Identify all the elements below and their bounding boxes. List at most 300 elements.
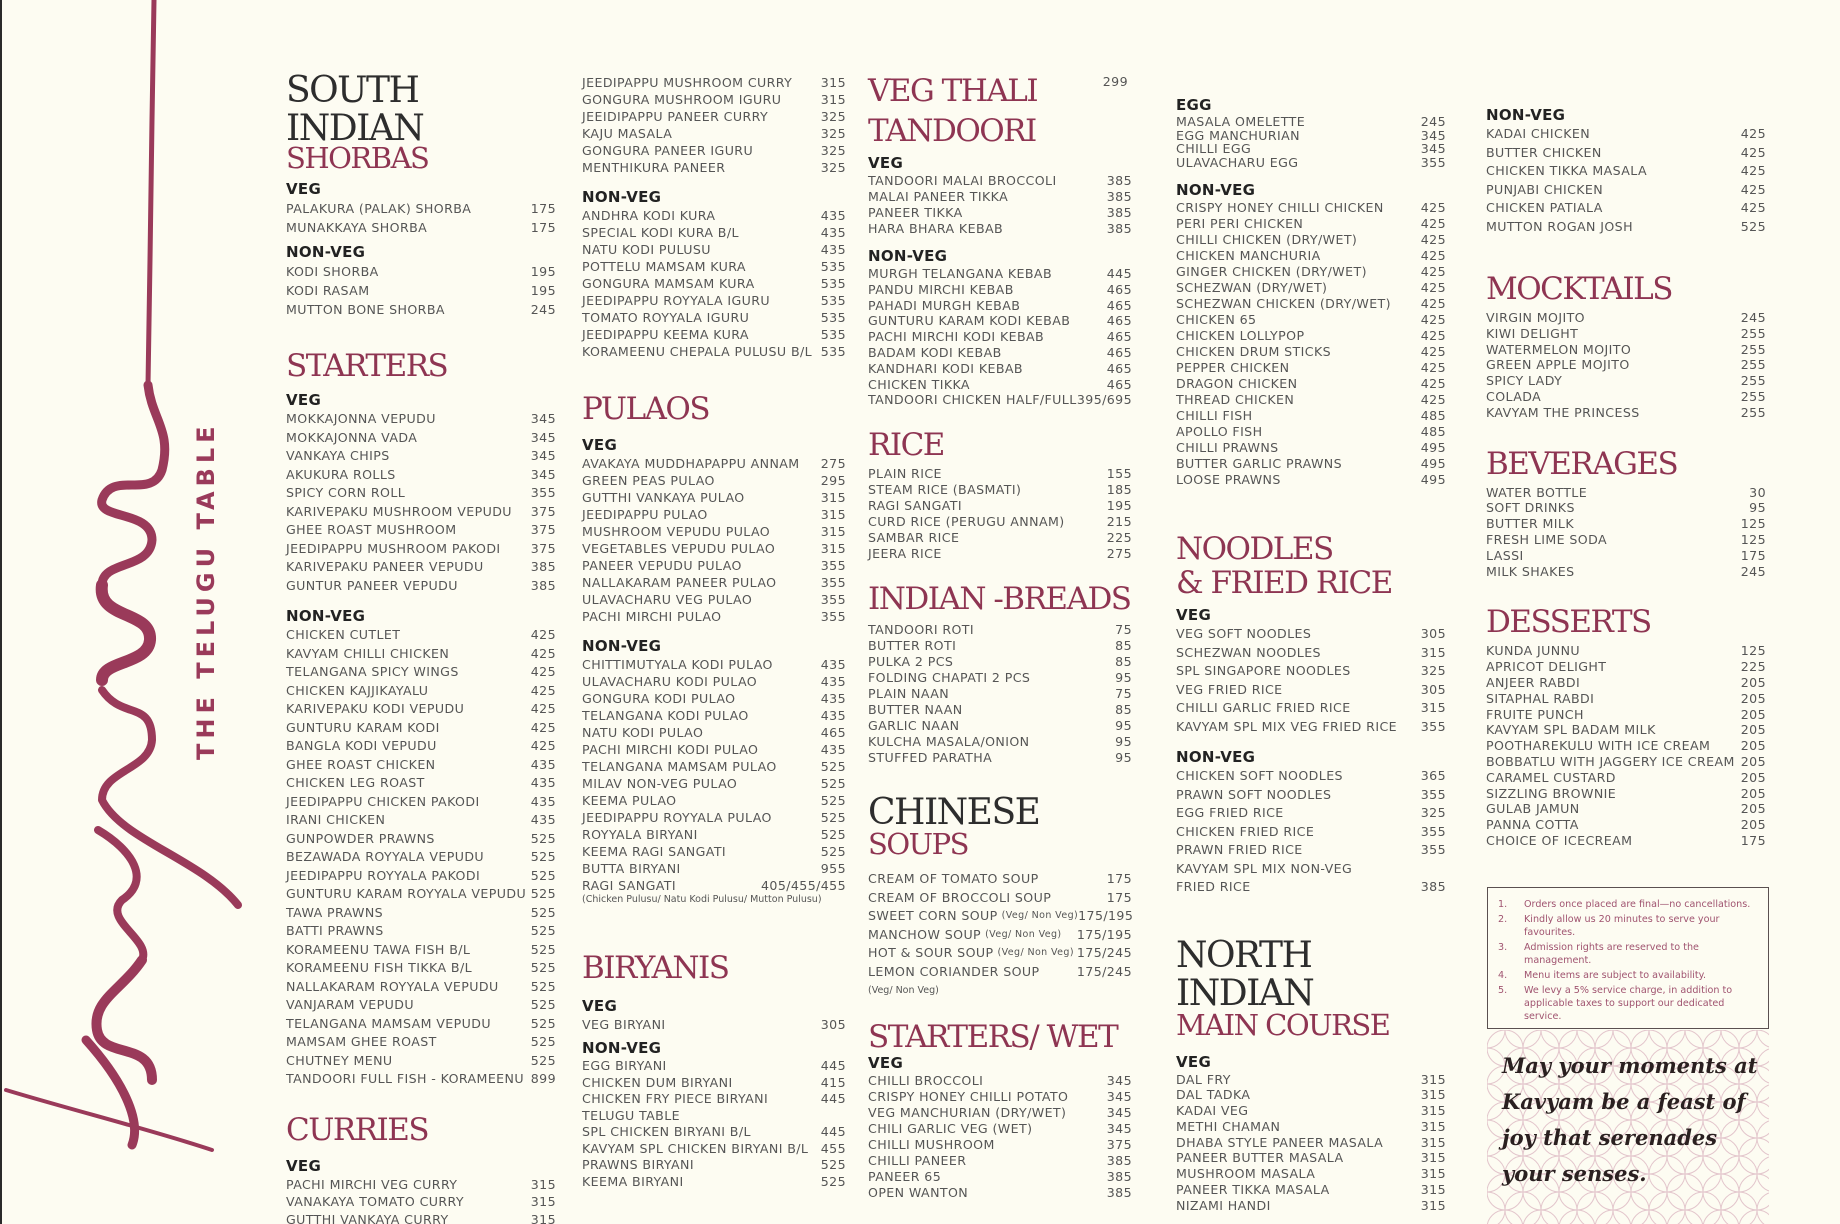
item-price: 525 [530,1015,556,1031]
menu-item [582,656,846,673]
menu-item [868,1105,1132,1121]
item-price: 345 [530,411,556,426]
item-name: GHEE ROAST CHICKEN [286,756,436,772]
menu-item [868,482,1132,498]
menu-item [1176,662,1446,681]
item-name: VIRGIN MOJITO [1486,310,1585,325]
item-name: KUNDA JUNNU [1486,643,1581,659]
item-price: 275 [1106,546,1132,562]
menu-item [1176,786,1446,805]
item-name: THREAD CHICKEN [1176,392,1295,407]
item-price: 315 [530,1211,556,1224]
section-beverages [1486,447,1766,580]
item-price: 425 [1420,360,1446,375]
item-price: 525 [530,960,556,975]
item-price: 325 [820,126,846,141]
item-price: 95 [1749,500,1766,516]
menu-item [286,848,556,867]
item-price: 425 [1740,200,1766,215]
item-price: 425 [530,738,556,753]
item-name: CHOICE OF ICECREAM [1486,832,1633,848]
item-name: MOKKAJONNA VEPUDU [286,411,436,426]
menu-item [1176,248,1446,264]
menu-item [868,870,1132,889]
item-price: 435 [530,775,556,790]
item-price: 535 [820,293,846,308]
item-name: CHICKEN 65 [1176,312,1257,327]
section-title: DESSERTS [1486,604,1651,641]
item-price: 385 [530,577,556,593]
item-name: RAGI SANGATI [582,878,676,893]
menu-item [1176,860,1446,879]
item-price: 195 [1106,498,1132,514]
menu-item [286,885,556,904]
menu-item [1486,786,1766,802]
item-name: CHICKEN FRY PIECE BIRYANI [582,1091,769,1106]
item-price: 385 [1106,189,1132,204]
item-price: 425 [1420,200,1446,215]
item-price: 375 [1106,1137,1132,1153]
section-subtitle: & FRIED RICE [1176,565,1392,601]
item-price: 375 [530,522,556,537]
menu-item [582,843,846,860]
item-name: WATERMELON MOJITO [1486,341,1632,357]
rule-item: 4. Menu items are subject to availability. [1498,970,1707,981]
menu-item [1176,1087,1446,1103]
item-name: MUSHROOM MASALA [1176,1166,1316,1182]
item-price: 95 [1115,734,1132,750]
item-name: PACHI MIRCHI VEG CURRY [286,1176,458,1192]
menu-item [1176,767,1446,786]
item-name: ULAVACHARU VEG PULAO [582,592,753,607]
menu-item [1176,644,1446,663]
menu-item [286,540,556,559]
menu-item [1486,548,1766,564]
item-name: NIZAMI HANDI [1176,1197,1271,1213]
item-price: 175 [1106,871,1132,887]
item-name: SAMBAR RICE [868,530,960,546]
item-price: 315 [1420,1166,1446,1182]
menu-item [582,860,846,877]
menu-item [582,343,846,360]
item-price: 345 [530,466,556,482]
menu-item [286,978,556,997]
item-price: 315 [820,507,846,522]
item-name: PRAWNS BIRYANI [582,1157,694,1172]
item-name: KARIVEPAKU PANEER VEPUDU [286,559,484,574]
menu-item [868,313,1132,329]
menu-item [868,750,1132,766]
menu-item [286,577,556,596]
menu-item [868,622,1132,638]
item-name: NATU KODI PULUSU [582,242,711,257]
rule-item: 5. We levy a 5% service charge, in addition to applicable taxes to support our dedicated service. [1498,985,1733,1022]
item-price: 525 [530,886,556,901]
item-price: 435 [820,242,846,257]
menu-item [1176,1072,1446,1088]
menu-item [1486,342,1766,358]
item-name: CHICKEN PATIALA [1486,200,1603,215]
menu-item [868,638,1132,654]
menu-item [868,686,1132,702]
item-name: KAVYAM SPL MIX VEG FRIED RICE [1176,718,1397,734]
item-name: CHILLI CHICKEN (DRY/WET) [1176,232,1358,247]
item-name: TELANGANA MAMSAM PULAO [582,759,777,774]
item-name: KARIVEPAKU KODI VEPUDU [286,701,465,716]
menu-item [286,1033,556,1052]
item-name: TELANGANA KODI PULAO [582,708,749,723]
item-price: 215 [1106,514,1132,530]
item-price: 535 [820,327,846,342]
menu-item [1486,770,1766,786]
item-name: GHEE ROAST MUSHROOM [286,522,457,537]
item-name: IRANI CHICKEN [286,812,386,827]
menu-item [286,941,556,960]
item-price: 95 [1115,670,1132,686]
item-price: 315 [820,92,846,107]
item-price: 425 [1420,296,1446,311]
item-name: KORAMEENU TAWA FISH B/L [286,941,471,957]
menu-item [1486,643,1766,659]
menu-item [1176,216,1446,232]
section-subtitle: SOUPS [868,827,968,862]
item-name: PACHI MIRCHI KODI KEBAB [868,329,1045,345]
item-name: CHILLI BROCCOLI [868,1073,984,1089]
item-price: 345 [1420,141,1446,156]
menu-item [1486,181,1766,200]
menu-item [868,1121,1132,1137]
item-price: 385 [1106,221,1132,236]
item-name: TANDOORI ROTI [868,622,975,638]
item-price: 435 [820,742,846,757]
menu-item [868,345,1132,361]
item-price: 435 [820,674,846,689]
item-price: 345 [1106,1073,1132,1089]
item-name: TOMATO ROYYALA IGURU [582,310,750,325]
menu-item [1176,1166,1446,1182]
item-name: BUTTER ROTI [868,638,957,654]
menu-column-2 [582,74,846,1190]
item-price: 175/245 [1076,945,1132,961]
group-label: NON-VEG [582,188,662,206]
item-price: 175/245 [1076,963,1132,979]
item-name: BEZAWADA ROYYALA VEPUDU [286,849,485,864]
item-price: 465 [1106,376,1132,392]
menu-item [286,558,556,577]
menu-item [1486,833,1766,849]
item-price: 425 [1740,144,1766,160]
kavyam-logo-icon [2,0,262,1224]
menu-item [1176,681,1446,700]
item-price: 525 [820,759,846,774]
group-label: VEG [286,1156,322,1175]
menu-item [582,523,846,540]
item-price: 465 [1106,297,1132,313]
item-price: 425 [1420,216,1446,231]
menu-item [582,1058,846,1075]
menu-item [582,673,846,690]
item-price: 525 [530,941,556,957]
menu-item [1176,280,1446,296]
menu-item [286,811,556,830]
menu-column-5 [1486,106,1766,849]
item-price: 385 [1106,173,1132,188]
menu-item [1176,200,1446,216]
item-price: 175/195 [1078,908,1134,924]
item-name: VEG MANCHURIAN (DRY/WET) [868,1105,1067,1121]
item-name: CHICKEN CUTLET [286,627,401,642]
item-name: CHILLI MUSHROOM [868,1137,995,1153]
menu-column-1 [286,72,556,1224]
menu-item [582,1174,846,1191]
section-title: STARTERS [286,348,448,384]
item-price: 325 [1420,805,1446,820]
menu-item [582,1141,846,1158]
item-price: 525 [530,978,556,994]
group-label: VEG [286,391,322,409]
menu-item [868,377,1132,393]
item-name: AKUKURA ROLLS [286,466,396,482]
item-price: 415 [820,1074,846,1090]
item-name: KIWI DELIGHT [1486,325,1579,341]
item-name: GARLIC NAAN [868,718,960,734]
menu-item [1486,218,1766,237]
item-price: 525 [530,830,556,846]
item-price: 315 [820,541,846,556]
group-label: VEG [582,997,618,1015]
item-name: JEEDIPAPPU MUSHROOM CURRY [582,75,793,90]
rule-item: 1. Orders once placed are final—no cancellations. [1498,899,1751,910]
section-title: INDIAN -BREADS [868,581,1131,618]
item-price: 325 [820,143,846,158]
menu-item [1176,360,1446,376]
item-price: 205 [1740,769,1766,785]
item-name: MANCHOW SOUP [868,926,982,942]
item-name: AVAKAYA MUDDHAPAPPU ANNAM [582,456,800,471]
item-price: 305 [1420,681,1446,697]
item-name: NATU KODI PULAO [582,725,704,740]
item-name: MOKKAJONNA VADA [286,429,418,445]
menu-item [1486,675,1766,691]
item-name: CHITTIMUTYALA KODI PULAO [582,657,773,672]
menu-item [1176,718,1446,737]
item-name: TELANGANA SPICY WINGS [286,664,459,679]
menu-item [1486,162,1766,181]
item-price: 205 [1740,690,1766,706]
menu-item [582,506,846,523]
item-price: 345 [1106,1121,1132,1137]
menu-item [582,1075,846,1092]
menu-item [1486,754,1766,770]
item-name: PERI PERI CHICKEN [1176,216,1304,231]
item-name: CHICKEN LEG ROAST [286,775,425,790]
item-price: 245 [1740,563,1766,579]
item-price: 315 [1420,1150,1446,1166]
item-name: JEEIDIPAPPU PANEER CURRY [582,109,769,124]
menu-item [1176,156,1446,170]
menu-item [1176,376,1446,392]
item-price: 345 [530,448,556,463]
item-name: SPICY CORN ROLL [286,485,406,500]
menu-item [1486,801,1766,817]
item-price: 435 [820,657,846,672]
menu-item [582,326,846,343]
menu-item [286,1176,556,1194]
item-price: 445 [820,1058,846,1073]
menu-item [1176,296,1446,312]
item-name: GONGURA MUSHROOM IGURU [582,92,782,107]
menu-item [1486,691,1766,707]
item-price: 205 [1740,738,1766,754]
item-price: 535 [820,276,846,291]
item-price: 355 [1420,823,1446,839]
item-price: 255 [1740,404,1766,420]
item-price: 205 [1740,753,1766,769]
menu-item [1486,485,1766,501]
item-name: STEAM RICE (BASMATI) [868,482,1022,498]
item-price: 435 [530,756,556,772]
item-name: CHILLI GARLIC FRIED RICE [1176,700,1351,715]
menu-item [1486,405,1766,421]
item-price: 295 [820,473,846,488]
menu-item [868,361,1132,377]
section-tandoori [868,114,1132,408]
group-label: VEG [286,180,322,198]
item-price: 445 [820,1091,846,1106]
section-title: VEG THALI [868,73,1038,109]
item-price: 425 [1420,312,1446,327]
item-name: POTTELU MAMSAM KURA [582,259,746,274]
item-name: CHICKEN FRIED RICE [1176,823,1315,839]
item-price: 485 [1420,424,1446,439]
menu-item [286,922,556,941]
item-name: PEPPER CHICKEN [1176,360,1290,375]
section-north-indian-main-course [1176,934,1446,1214]
menu-item [1176,115,1446,129]
menu-item [582,292,846,309]
group-label: VEG [868,154,904,172]
item-name: VEGETABLES VEPUDU PULAO [582,541,776,556]
menu-item [1176,408,1446,424]
item-list [286,626,556,1089]
item-price: 275 [820,456,846,471]
item-name: HOT & SOUR SOUP [868,945,994,961]
item-price: 205 [1740,722,1766,738]
item-name: GONGURA KODI PULAO [582,691,736,706]
item-price: 525 [530,904,556,920]
menu-item [582,557,846,574]
menu-item [582,758,846,775]
item-name: MILK SHAKES [1486,563,1575,579]
menu-item [868,329,1132,345]
menu-item [582,826,846,843]
item-price: 155 [1106,466,1132,482]
item-name: JEEDIPAPPU KEEMA KURA [582,327,749,342]
menu-item [868,926,1132,945]
menu-item [868,498,1132,514]
item-price: 455 [820,1140,846,1156]
menu-item [582,591,846,608]
section-mocktails [1486,272,1766,421]
item-price: 245 [1740,310,1766,325]
item-price: 899 [530,1071,556,1086]
item-name: KORAMEENU FISH TIKKA B/L [286,960,473,975]
menu-page [2,0,1840,1224]
item-price: 495 [1420,440,1446,455]
item-price: 355 [820,609,846,624]
item-name: TELUGU TABLE [582,1107,680,1123]
item-price: 315 [1420,1134,1446,1150]
closing-quote: May your moments at Kavyam be a feast of joy that serenades your senses. [1502,1053,1758,1186]
item-name: KAVYAM CHILLI CHICKEN [286,645,450,661]
item-name: SCHEZWAN CHICKEN (DRY/WET) [1176,296,1391,311]
item-price: 525 [820,827,846,842]
item-name: CHILLI FISH [1176,408,1253,423]
menu-item [1486,326,1766,342]
item-price: 445 [820,1124,846,1139]
menu-item [1176,142,1446,156]
item-name: MENTHIKURA PANEER [582,160,726,175]
item-name: ANJEER RABDI [1486,674,1581,690]
menu-item [582,108,846,125]
item-price: 315 [1420,1182,1446,1198]
item-price: 355 [820,575,846,590]
item-price: 255 [1740,373,1766,389]
section-title: RICE [868,427,944,464]
item-name: LASSI [1486,547,1524,563]
item-name: GUTTHI VANKAYA CURRY [286,1211,449,1224]
menu-item [582,241,846,258]
item-name: BANGLA KODI VEPUDU [286,738,437,753]
menu-item [868,1089,1132,1105]
section-title: NOODLES [1176,531,1333,567]
menu-item [868,205,1132,221]
group-label: NON-VEG [868,247,948,265]
item-price: 255 [1740,357,1766,373]
item-price: 315 [820,490,846,505]
item-price: 435 [820,225,846,240]
item-price: 365 [1420,768,1446,783]
item-name: KULCHA MASALA/ONION [868,734,1030,750]
item-price: 315 [820,524,846,539]
item-name: GUTTHI VANKAYA PULAO [582,490,745,505]
menu-item [868,173,1132,189]
item-price: 525 [530,849,556,864]
item-suffix: (Veg/ Non Veg) [985,928,1062,940]
item-name: CHUTNEY MENU [286,1052,393,1068]
menu-item [582,574,846,591]
item-name: PANEER VEPUDU PULAO [582,558,742,573]
item-list [1176,200,1446,488]
item-name: PANDU MIRCHI KEBAB [868,281,1014,297]
item-price: 445 [1106,266,1132,281]
item-name: JEEDIPAPPU ROYYALA PULAO [582,810,772,825]
item-list [1176,1072,1446,1214]
menu-item [1176,1182,1446,1198]
item-name: EGG BIRYANI [582,1058,667,1073]
menu-item [868,514,1132,530]
item-price: 175 [1740,547,1766,563]
item-list [1176,625,1446,736]
item-note: (Chicken Pulusu/ Natu Kodi Pulusu/ Mutton Pulusu) [582,894,822,905]
section-egg-nonveg-starters [1176,96,1446,488]
item-name: ULAVACHARU KODI PULAO [582,674,758,689]
item-name: CREAM OF TOMATO SOUP [868,871,1039,887]
group-label: NON-VEG [286,607,366,625]
item-price: 205 [1740,801,1766,817]
item-name: APOLLO FISH [1176,424,1263,439]
item-name: VANAKAYA TOMATO CURRY [286,1194,464,1209]
